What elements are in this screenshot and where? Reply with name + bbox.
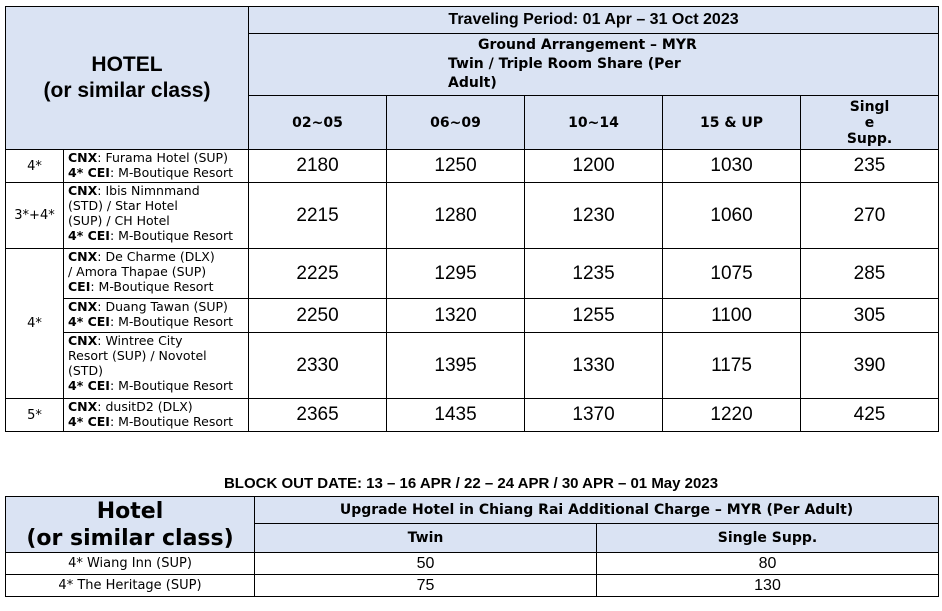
price-cell: 1230 <box>525 183 663 249</box>
twin-price: 75 <box>255 575 597 597</box>
price-cell: 1175 <box>663 333 801 399</box>
hotel-name: (SUP) / CH Hotel <box>68 213 170 228</box>
price-cell: 2365 <box>249 399 387 432</box>
hotel-city: CNX <box>68 249 98 264</box>
hotel-city: CNX <box>68 399 98 414</box>
hotel-header-line1: HOTEL <box>91 53 163 76</box>
hotel-name: : Ibis Nimnmand <box>97 183 200 198</box>
hotel-name: : M-Boutique Resort <box>109 314 234 329</box>
ground-arrangement-header <box>249 34 939 96</box>
hotel-city: 4* CEI <box>68 414 110 429</box>
ground-line1: Ground Arrangement – MYR <box>478 37 697 53</box>
price-cell: 2250 <box>249 299 387 333</box>
price-cell: 1200 <box>525 150 663 183</box>
single-supp-cell: 425 <box>801 399 939 432</box>
upgrade-hotel-name: 4* The Heritage (SUP) <box>6 575 255 597</box>
hotel-header-line2: (or similar class) <box>43 79 211 102</box>
single-supp-cell: 305 <box>801 299 939 333</box>
hotel-city: CNX <box>68 333 98 348</box>
hotel-name: : Wintree City <box>97 333 183 348</box>
upgrade-table <box>5 496 939 597</box>
single-supp-cell: 235 <box>801 150 939 183</box>
upgrade-hotel-line2: (or similar class) <box>26 525 234 551</box>
hotel-class: 5* <box>6 399 64 432</box>
hotel-name: : De Charme (DLX) <box>97 249 215 264</box>
hotel-names <box>64 183 249 249</box>
hotel-name: : Furama Hotel (SUP) <box>97 150 228 165</box>
price-cell: 1395 <box>387 333 525 399</box>
single-price: 80 <box>597 553 939 575</box>
twin-price: 50 <box>255 553 597 575</box>
hotel-name: (STD) / Star Hotel <box>68 198 178 213</box>
hotel-name: (STD) <box>68 363 103 378</box>
col-header-range: 06~09 <box>387 96 525 150</box>
price-cell: 1330 <box>525 333 663 399</box>
single-supp-cell: 270 <box>801 183 939 249</box>
price-cell: 1435 <box>387 399 525 432</box>
hotel-name: Resort (SUP) / Novotel <box>68 348 207 363</box>
price-cell: 1235 <box>525 249 663 299</box>
price-cell: 1295 <box>387 249 525 299</box>
price-cell: 1060 <box>663 183 801 249</box>
single-line1: Singl <box>849 98 890 115</box>
hotel-city: 4* CEI <box>68 378 110 393</box>
hotel-name: / Amora Thapae (SUP) <box>68 264 207 279</box>
price-cell: 1100 <box>663 299 801 333</box>
pricing-table <box>5 6 939 432</box>
single-supp-cell: 285 <box>801 249 939 299</box>
hotel-name: : M-Boutique Resort <box>90 279 214 294</box>
hotel-name: : M-Boutique Resort <box>109 378 234 393</box>
upgrade-hotel-name: 4* Wiang Inn (SUP) <box>6 553 255 575</box>
price-cell: 1320 <box>387 299 525 333</box>
single-supp-header: Single Supp. <box>597 524 939 553</box>
price-cell: 2215 <box>249 183 387 249</box>
hotel-city: CEI <box>68 279 91 294</box>
traveling-period: Traveling Period: 01 Apr – 31 Oct 2023 <box>249 7 939 34</box>
ground-line2: Twin / Triple Room Share (Per <box>448 56 681 72</box>
col-header-range: 15 & UP <box>663 96 801 150</box>
single-price: 130 <box>597 575 939 597</box>
single-supp-cell: 390 <box>801 333 939 399</box>
price-cell: 1280 <box>387 183 525 249</box>
price-cell: 1030 <box>663 150 801 183</box>
hotel-class: 4* <box>6 150 64 183</box>
hotel-class: 3*+4* <box>6 183 64 249</box>
hotel-city: CNX <box>68 299 98 314</box>
table-row <box>6 575 939 597</box>
col-header-range: 10~14 <box>525 96 663 150</box>
price-cell: 1250 <box>387 150 525 183</box>
twin-header: Twin <box>255 524 597 553</box>
hotel-city: CNX <box>68 150 98 165</box>
hotel-city: 4* CEI <box>68 165 110 180</box>
hotel-name: : Duang Tawan (SUP) <box>97 299 228 314</box>
price-cell: 1370 <box>525 399 663 432</box>
single-supp-header <box>801 96 939 150</box>
price-cell: 2180 <box>249 150 387 183</box>
blockout-dates: BLOCK OUT DATE: 13 – 16 APR / 22 – 24 APR / 30 APR – 01 May 2023 <box>223 475 719 492</box>
hotel-names <box>64 333 249 399</box>
hotel-name: : dusitD2 (DLX) <box>97 399 193 414</box>
price-cell: 2225 <box>249 249 387 299</box>
hotel-names <box>64 399 249 432</box>
hotel-name: : M-Boutique Resort <box>109 414 234 429</box>
hotel-header <box>6 7 249 150</box>
price-cell: 1075 <box>663 249 801 299</box>
hotel-city: CNX <box>68 183 98 198</box>
ground-line3: Adult) <box>448 75 497 91</box>
single-line2: e <box>864 114 875 131</box>
hotel-class: 4* <box>6 249 64 399</box>
upgrade-hotel-header <box>6 497 255 553</box>
hotel-name: : M-Boutique Resort <box>109 228 234 243</box>
hotel-names <box>64 249 249 299</box>
col-header-range: 02~05 <box>249 96 387 150</box>
price-cell: 1220 <box>663 399 801 432</box>
upgrade-charge-header: Upgrade Hotel in Chiang Rai Additional Charge – MYR (Per Adult) <box>255 497 939 524</box>
upgrade-hotel-line1: Hotel <box>96 498 164 524</box>
hotel-names <box>64 150 249 183</box>
hotel-name: : M-Boutique Resort <box>109 165 234 180</box>
single-line3: Supp. <box>846 130 893 147</box>
price-cell: 1255 <box>525 299 663 333</box>
hotel-city: 4* CEI <box>68 228 110 243</box>
price-cell: 2330 <box>249 333 387 399</box>
hotel-city: 4* CEI <box>68 314 110 329</box>
table-row <box>6 553 939 575</box>
hotel-names <box>64 299 249 333</box>
